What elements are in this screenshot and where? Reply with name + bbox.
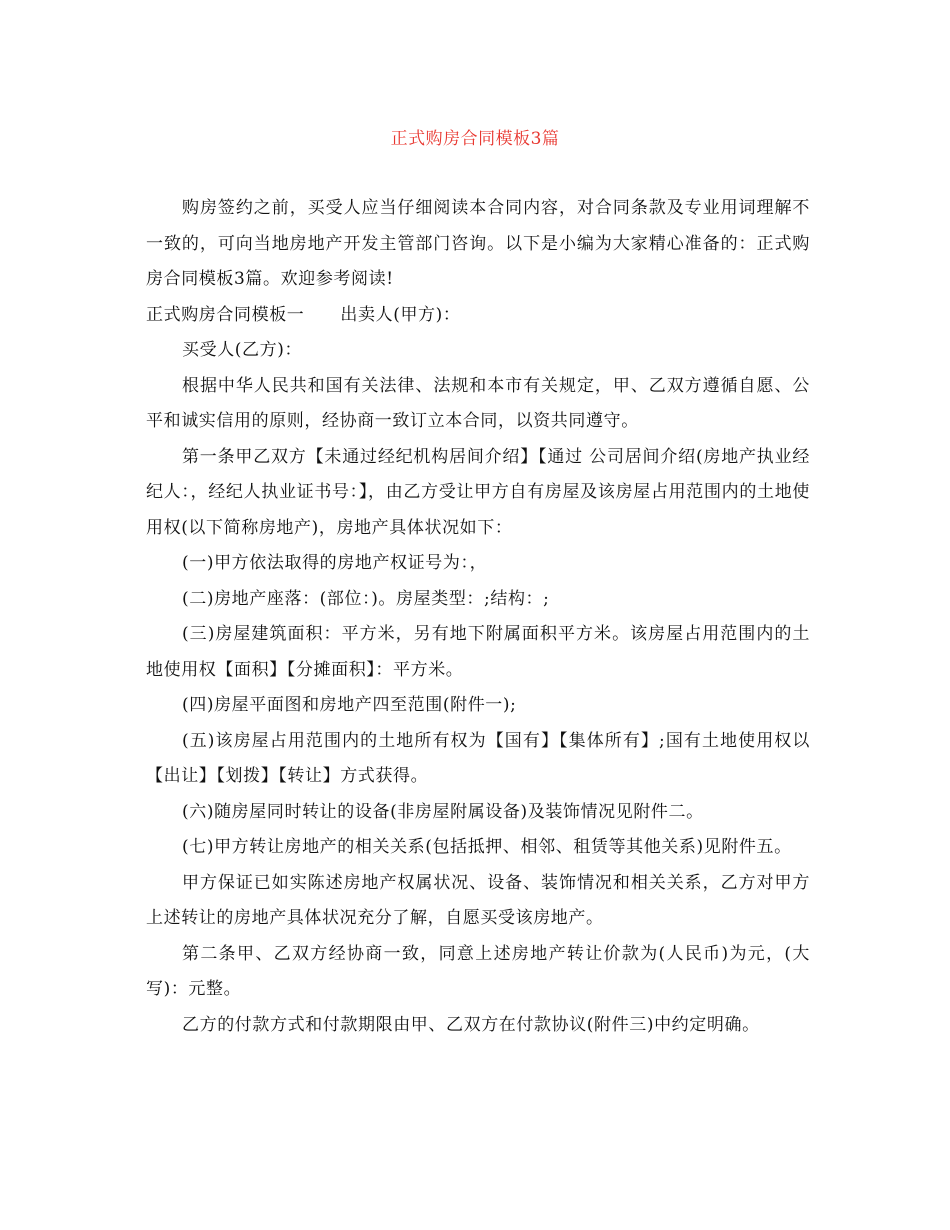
paragraph: (三)房屋建筑面积：平方米，另有地下附属面积平方米。该房屋占用范围内的土地使用权【面积】【分摊面积】：平方米。 xyxy=(146,624,810,680)
paragraph: 第二条甲、乙双方经协商一致，同意上述房地产转让价款为(人民币)为元，(大写)：元整。 xyxy=(146,943,810,999)
paragraph: (五)该房屋占用范围内的土地所有权为【国有】【集体所有】;国有土地使用权以【出让】【划拨】【转让】方式获得。 xyxy=(146,730,810,786)
paragraph: (六)随房屋同时转让的设备(非房屋附属设备)及装饰情况见附件二。 xyxy=(182,801,704,822)
buyer-label: 买受人(乙方)： xyxy=(182,340,303,360)
paragraph: 第一条甲乙双方【未通过经纪机构居间介绍】【通过 公司居间介绍(房地产执业经纪人：，经纪人执业证书号：】，由乙方受让甲方自有房屋及该房屋占用范围内的土地使用权(以下简称房地产)，房地产具体状况如下： xyxy=(146,446,810,538)
paragraph: (二)房地产座落：(部位：)。房屋类型：;结构：; xyxy=(182,588,550,609)
document-title: 正式购房合同模板3篇 xyxy=(390,129,560,149)
paragraph: 根据中华人民共和国有关法律、法规和本市有关规定，甲、乙双方遵循自愿、公平和诚实信用的原则，经协商一致订立本合同，以资共同遵守。 xyxy=(146,375,810,431)
paragraph: (七)甲方转让房地产的相关关系(包括抵押、相邻、租赁等其他关系)见附件五。 xyxy=(182,837,792,857)
paragraph: 乙方的付款方式和付款期限由甲、乙双方在付款协议(附件三)中约定明确。 xyxy=(182,1014,760,1035)
paragraph: 甲方保证已如实陈述房地产权属状况、设备、装饰情况和相关关系，乙方对甲方上述转让的房地产具体状况充分了解，自愿买受该房地产。 xyxy=(146,872,810,928)
seller-label: 出卖人(甲方)： xyxy=(340,304,461,325)
section-heading-line xyxy=(146,298,810,334)
paragraph: (一)甲方依法取得的房地产权证号为：， xyxy=(182,553,488,573)
document-body xyxy=(146,191,810,1043)
section-title: 正式购房合同模板一 xyxy=(146,304,305,325)
paragraph: (四)房屋平面图和房地产四至范围(附件一); xyxy=(182,695,517,715)
intro-paragraph: 购房签约之前，买受人应当仔细阅读本合同内容，对合同条款及专业用词理解不一致的，可向当地房地产开发主管部门咨询。以下是小编为大家精心准备的：正式购房合同模板3篇。欢迎参考阅读! xyxy=(146,198,810,289)
